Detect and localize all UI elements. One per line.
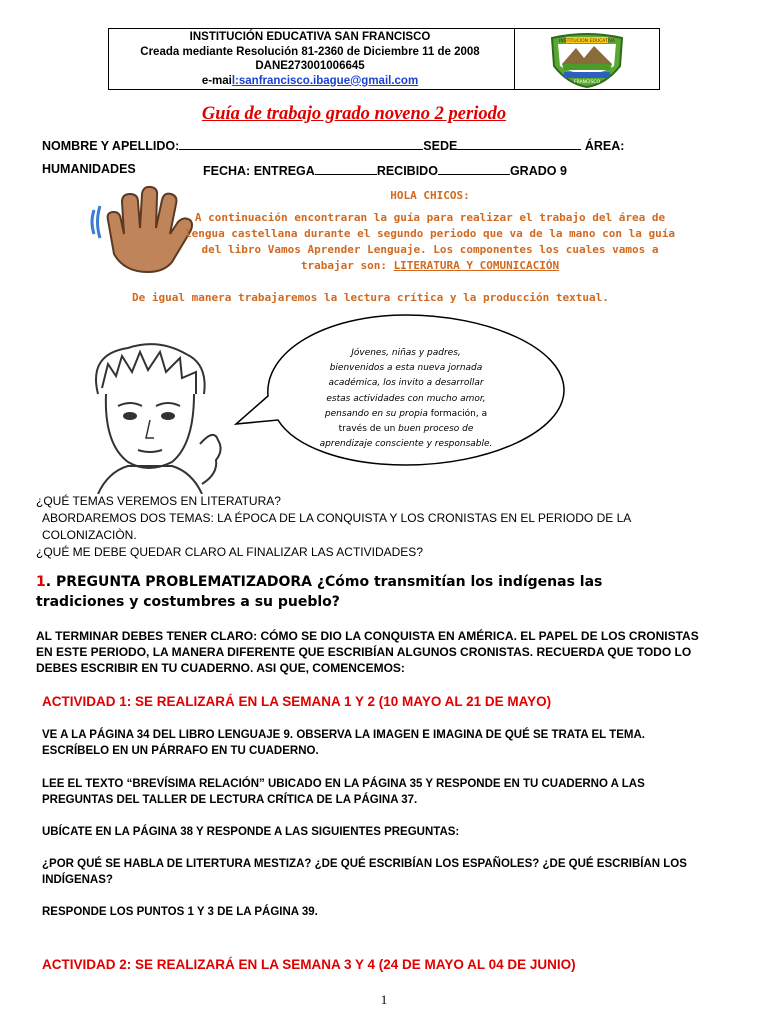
nombre-blank[interactable]: [179, 137, 423, 150]
field-row-2b: [203, 162, 567, 178]
institution-name: INSTITUCIÓN EDUCATIVA SAN FRANCISCO: [189, 31, 431, 43]
recibido-blank[interactable]: [438, 162, 510, 175]
actividad-1-step-2: LEE EL TEXTO “BREVÍSIMA RELACIÓN” UBICADO EN LA PÁGINA 35 Y RESPONDE EN TU CUADERNO A LAS PREGUNTAS DEL TALLER DE LECTURA CRÍTICA DE LA PÁGINA 37.: [42, 778, 645, 806]
recibido-label: RECIBIDO: [376, 164, 438, 178]
school-seal-icon: [546, 32, 628, 88]
seal-text-bottom: FRANCISCO: [574, 80, 600, 85]
actividad-1-heading: ACTIVIDAD 1: SE REALIZARÁ EN LA SEMANA 1 Y 2 (10 MAYO AL 21 DE MAYO): [42, 694, 552, 709]
page-title: Guía de trabajo grado noveno 2 periodo: [201, 104, 507, 124]
header-text: [110, 30, 510, 88]
field-row-1: [42, 137, 624, 153]
seal-text-top: INSTITUCION EDUCATIVA: [559, 39, 615, 44]
actividad-1-step-1: VE A LA PÁGINA 34 DEL LIBRO LENGUAJE 9. OBSERVA LA IMAGEN E IMAGINA DE QUÉ SE TRATA EL TEMA. ESCRÍBELO EN UN PÁRRAFO EN TU CUADERNO.: [42, 729, 645, 757]
fecha-blank[interactable]: [315, 162, 377, 175]
boy-thumbs-up-icon: [68, 334, 258, 494]
sede-blank[interactable]: [457, 137, 581, 150]
email-link[interactable]: l:sanfrancisco.ibague@gmail.com: [231, 74, 419, 87]
actividad-1-step-3: UBÍCATE EN LA PÁGINA 38 Y RESPONDE A LAS SIGUIENTES PREGUNTAS:: [42, 826, 460, 838]
page-number: 1: [380, 992, 388, 1007]
topics-section: [36, 493, 631, 561]
bubble-text: Jóvenes, niñas y padres, bienvenidos a esta nueva jornada académica, los invito a desarrollar estas actividades con mucho amor, pensando en su propia formación, a través de un buen proceso de aprendizaje consciente y responsable.: [319, 348, 493, 450]
claro-paragraph: AL TERMINAR DEBES TENER CLARO: CÓMO SE DIO LA CONQUISTA EN AMÉRICA. EL PAPEL DE LOS CRONISTAS EN ESTE PERIODO, LA MANERA DIFERENTE QUE ESCRIBÍAN ALGUNOS CRONISTAS. RECUERDA QUE TODO LO DEBES ESCRIBIR EN TU CUADERNO. ASI QUE, COMENCEMOS:: [36, 629, 699, 675]
topics-question-2: ¿QUÉ ME DEBE QUEDAR CLARO AL FINALIZAR LAS ACTIVIDADES?: [36, 545, 423, 559]
intro-paragraph: A continuación encontraran la guía para realizar el trabajo del área de lengua castellana durante el segundo periodo que va de la mano con la guía del libro Vamos Aprender Lenguaje. Los componentes los cuales vamos a trabajar son: LITERATURA Y COMUNICACIÓN: [184, 211, 676, 272]
fecha-label: FECHA: ENTREGA: [203, 164, 315, 178]
area-label: ÁREA:: [584, 139, 625, 153]
actividad-2-heading: ACTIVIDAD 2: SE REALIZARÁ EN LA SEMANA 3 Y 4 (24 DE MAYO AL 04 DE JUNIO): [42, 957, 576, 972]
actividad-1-step-5: RESPONDE LOS PUNTOS 1 Y 3 DE LA PÁGINA 39.: [42, 906, 318, 918]
components-link: LITERATURA Y COMUNICACIÓN: [393, 259, 560, 272]
greeting: HOLA CHICOS:: [390, 189, 470, 202]
sede-label: SEDE: [423, 139, 458, 153]
intro-closing: De igual manera trabajaremos la lectura crítica y la producción textual.: [132, 291, 609, 304]
nombre-label: NOMBRE Y APELLIDO:: [42, 139, 180, 153]
pregunta-problematizadora: 1. PREGUNTA PROBLEMATIZADORA ¿Cómo transmitían los indígenas las tradiciones y costumbres a su pueblo?: [36, 574, 603, 610]
grado-label: GRADO 9: [509, 164, 567, 178]
email-line: e-mail:sanfrancisco.ibague@gmail.com: [201, 74, 419, 87]
actividad-1-step-4: ¿POR QUÉ SE HABLA DE LITERTURA MESTIZA? ¿DE QUÉ ESCRIBÍAN LOS ESPAÑOLES? ¿DE QUÉ ESCRIBÍAN LOS INDÍGENAS?: [42, 858, 687, 886]
topics-question-1: ¿QUÉ TEMAS VEREMOS EN LITERATURA?: [36, 494, 281, 508]
header-divider: [514, 28, 515, 90]
topics-answer-1: ABORDAREMOS DOS TEMAS: LA ÉPOCA DE LA CONQUISTA Y LOS CRONISTAS EN EL PERIODO DE LA COLONIZACIÒN.: [42, 511, 632, 542]
dane-code: DANE273001006645: [255, 60, 365, 72]
field-row-2: [42, 162, 136, 176]
creation-resolution: Creada mediante Resolución 81-2360 de Diciembre 11 de 2008: [140, 45, 480, 58]
area-value: HUMANIDADES: [42, 162, 136, 176]
